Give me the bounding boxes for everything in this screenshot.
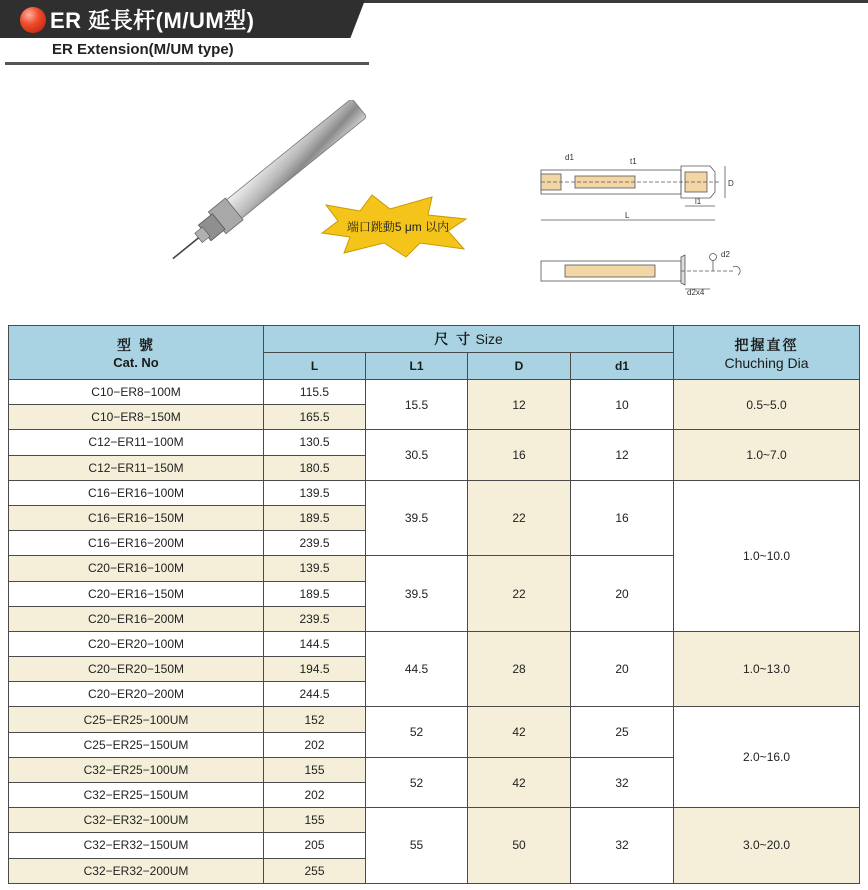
cat-cell: C25−ER25−150UM — [9, 732, 264, 757]
cat-cell: C16−ER16−100M — [9, 480, 264, 505]
L-cell: 239.5 — [264, 606, 366, 631]
cat-cell: C12−ER11−100M — [9, 430, 264, 455]
cat-cell: C20−ER20−100M — [9, 631, 264, 656]
d1-cell: 32 — [571, 757, 674, 807]
D-cell: 22 — [468, 480, 571, 556]
red-bullet-icon — [20, 7, 46, 33]
L-cell: 202 — [264, 783, 366, 808]
chuck-cell: 1.0~13.0 — [674, 631, 860, 707]
table-row — [9, 808, 860, 833]
col-D: D — [468, 353, 571, 380]
L-cell: 155 — [264, 808, 366, 833]
L-cell: 115.5 — [264, 380, 366, 405]
label-t1: t1 — [630, 157, 637, 166]
size-en: Size — [475, 331, 503, 347]
label-d2: d2 — [721, 250, 730, 259]
cat-cell: C16−ER16−150M — [9, 505, 264, 530]
label-d2x4: d2x4 — [687, 288, 705, 297]
L-cell: 180.5 — [264, 455, 366, 480]
L-cell: 139.5 — [264, 480, 366, 505]
cat-cell: C16−ER16−200M — [9, 531, 264, 556]
cat-no-header — [9, 326, 264, 380]
d1-cell: 32 — [571, 808, 674, 884]
chuck-cell: 1.0~10.0 — [674, 480, 860, 631]
subtitle-underline — [5, 62, 369, 65]
cat-cell: C10−ER8−100M — [9, 380, 264, 405]
L1-cell: 15.5 — [366, 380, 468, 430]
L-cell: 189.5 — [264, 505, 366, 530]
cat-cell: C32−ER32−150UM — [9, 833, 264, 858]
cat-cell: C20−ER20−200M — [9, 682, 264, 707]
spec-table — [8, 325, 859, 884]
D-cell: 42 — [468, 757, 571, 807]
col-d1: d1 — [571, 353, 674, 380]
label-L: L — [625, 211, 630, 220]
label-d1: d1 — [565, 153, 574, 162]
d1-cell: 20 — [571, 631, 674, 707]
label-D: D — [728, 179, 734, 188]
cat-cell: C12−ER11−150M — [9, 455, 264, 480]
table-row — [9, 707, 860, 732]
dimension-drawing-top — [535, 148, 740, 230]
cat-cell: C10−ER8−150M — [9, 405, 264, 430]
cat-cell: C32−ER25−100UM — [9, 757, 264, 782]
L1-cell: 52 — [366, 707, 468, 757]
d1-cell: 25 — [571, 707, 674, 757]
d1-cell: 10 — [571, 380, 674, 430]
size-header — [264, 326, 674, 353]
chuck-cell: 2.0~16.0 — [674, 707, 860, 808]
L-cell: 244.5 — [264, 682, 366, 707]
page-title: ER 延長杆(M/UM型) — [50, 8, 255, 33]
L-cell: 194.5 — [264, 657, 366, 682]
cat-no-en: Cat. No — [113, 355, 159, 370]
cat-cell: C25−ER25−100UM — [9, 707, 264, 732]
L-cell: 130.5 — [264, 430, 366, 455]
col-L: L — [264, 353, 366, 380]
L-cell: 255 — [264, 858, 366, 883]
D-cell: 50 — [468, 808, 571, 884]
D-cell: 42 — [468, 707, 571, 757]
L-cell: 152 — [264, 707, 366, 732]
L-cell: 189.5 — [264, 581, 366, 606]
L1-cell: 44.5 — [366, 631, 468, 707]
D-cell: 28 — [468, 631, 571, 707]
D-cell: 12 — [468, 380, 571, 430]
cat-cell: C32−ER32−100UM — [9, 808, 264, 833]
L1-cell: 39.5 — [366, 556, 468, 632]
table-row — [9, 480, 860, 505]
cat-cell: C20−ER16−200M — [9, 606, 264, 631]
L1-cell: 52 — [366, 757, 468, 807]
chuck-header — [674, 326, 860, 380]
label-l1: l1 — [695, 197, 702, 206]
cat-no-zh: 型 號 — [117, 337, 155, 353]
L-cell: 139.5 — [264, 556, 366, 581]
L-cell: 144.5 — [264, 631, 366, 656]
cat-cell: C20−ER16−150M — [9, 581, 264, 606]
size-zh: 尺 寸 — [434, 331, 473, 347]
cat-cell: C20−ER16−100M — [9, 556, 264, 581]
cat-cell: C32−ER25−150UM — [9, 783, 264, 808]
L-cell: 155 — [264, 757, 366, 782]
table-row — [9, 430, 860, 455]
cat-cell: C32−ER32−200UM — [9, 858, 264, 883]
L-cell: 165.5 — [264, 405, 366, 430]
chuck-cell: 0.5~5.0 — [674, 380, 860, 430]
d1-cell: 20 — [571, 556, 674, 632]
L1-cell: 30.5 — [366, 430, 468, 480]
table-row — [9, 631, 860, 656]
L-cell: 205 — [264, 833, 366, 858]
table-row — [9, 380, 860, 405]
L-cell: 202 — [264, 732, 366, 757]
chuck-cell: 3.0~20.0 — [674, 808, 860, 884]
cat-cell: C20−ER20−150M — [9, 657, 264, 682]
runout-badge-text: 端口跳動5 μm 以内 — [346, 220, 450, 234]
L-cell: 239.5 — [264, 531, 366, 556]
D-cell: 16 — [468, 430, 571, 480]
d1-cell: 12 — [571, 430, 674, 480]
page-subtitle: ER Extension(M/UM type) — [52, 41, 234, 58]
D-cell: 22 — [468, 556, 571, 632]
L1-cell: 39.5 — [366, 480, 468, 556]
col-L1: L1 — [366, 353, 468, 380]
L1-cell: 55 — [366, 808, 468, 884]
dimension-drawing-bottom — [535, 245, 750, 301]
chuck-en: Chuching Dia — [724, 354, 809, 371]
chuck-zh: 把握直徑 — [734, 336, 799, 353]
d1-cell: 16 — [571, 480, 674, 556]
chuck-cell: 1.0~7.0 — [674, 430, 860, 480]
